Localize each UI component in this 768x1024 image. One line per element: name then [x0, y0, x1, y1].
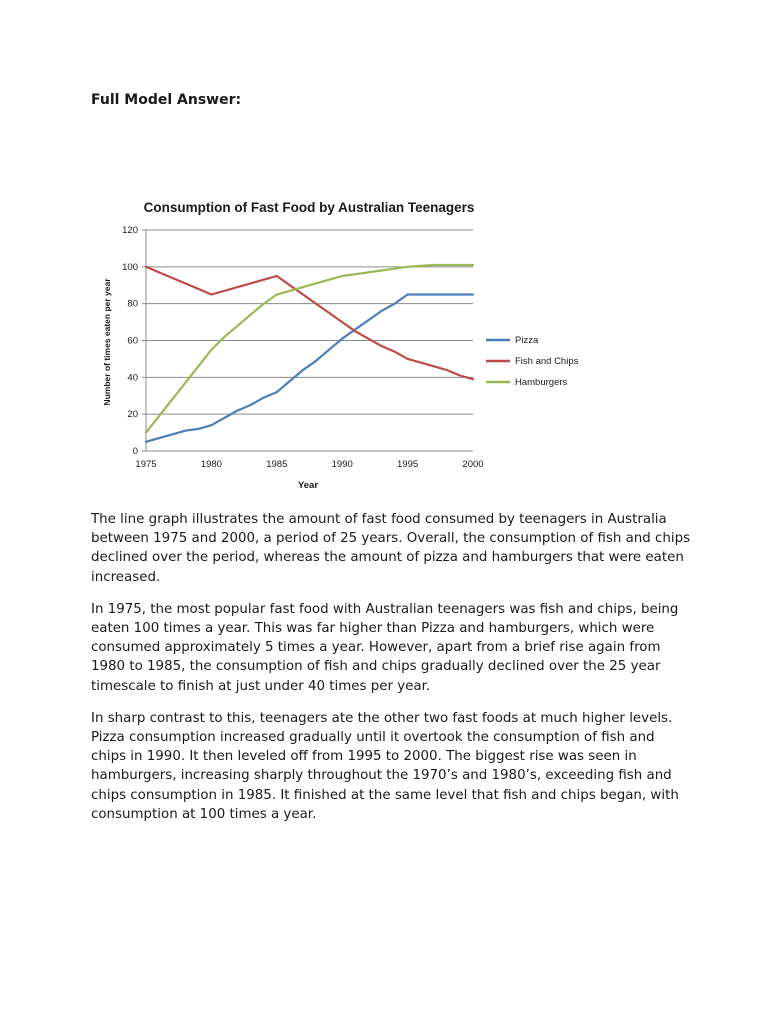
y-tick-label: 100: [122, 261, 138, 273]
paragraph-2: In 1975, the most popular fast food with Australian teenagers was fish and chips, being eaten 100 times a year. This was far higher than Pizza and hamburgers, which were consumed approximately 5 times a year. However, apart from a brief rise again from 1980 to 1985, the consumption of fish and chips gradually declined over the 25 year timescale to finish at just under 40 times per year.: [91, 601, 679, 694]
series-line-fish-and-chips: [146, 267, 473, 379]
line-chart-svg: [98, 190, 598, 495]
series-line-pizza: [146, 295, 473, 442]
y-tick-label: 40: [127, 372, 138, 384]
y-tick-label: 60: [127, 335, 138, 347]
x-tick-label: 2000: [462, 459, 484, 470]
x-tick-label: 1980: [200, 459, 222, 470]
paragraph-1: The line graph illustrates the amount of fast food consumed by teenagers in Australia between 1975 and 2000, a period of 25 years. Overall, the consumption of fish and chips declined over the period, whereas the amount of pizza and hamburgers that were eaten increased.: [91, 512, 691, 585]
legend-label: Pizza: [515, 335, 539, 346]
x-tick-label: 1985: [266, 459, 288, 470]
legend: [486, 335, 579, 388]
series-lines: [146, 265, 473, 442]
paragraph-3: In sharp contrast to this, teenagers ate the other two fast foods at much higher levels. Pizza consumption increased gradually until it overtook the consumption of fish and chips in 1990. It then leveled off from 1995 to 2000. The biggest rise was seen in hamburgers, increasing sharply throughout the 1970’s and 1980’s, exceeding fish and chips consumption in 1985. It finished at the same level that fish and chips began, with consumption at 100 times a year.: [91, 710, 679, 822]
legend-label: Hamburgers: [515, 377, 568, 388]
answer-body: [91, 510, 691, 837]
y-tick-label: 20: [127, 409, 138, 421]
y-tick-label: 80: [127, 298, 138, 310]
gridlines: [146, 230, 473, 414]
y-tick-label: 0: [132, 446, 138, 457]
y-tick-label: 120: [122, 225, 138, 236]
x-tick-label: 1975: [135, 459, 157, 470]
line-chart: [98, 190, 598, 495]
series-line-hamburgers: [146, 265, 473, 433]
page-heading: Full Model Answer:: [91, 92, 242, 108]
x-axis-label: Year: [297, 480, 319, 491]
legend-label: Fish and Chips: [515, 356, 579, 367]
chart-title: Consumption of Fast Food by Australian Teenagers: [143, 200, 475, 215]
x-tick-label: 1995: [397, 459, 419, 470]
x-tick-label: 1990: [331, 459, 353, 470]
y-axis-label: Number of times eaten per year: [102, 278, 112, 406]
